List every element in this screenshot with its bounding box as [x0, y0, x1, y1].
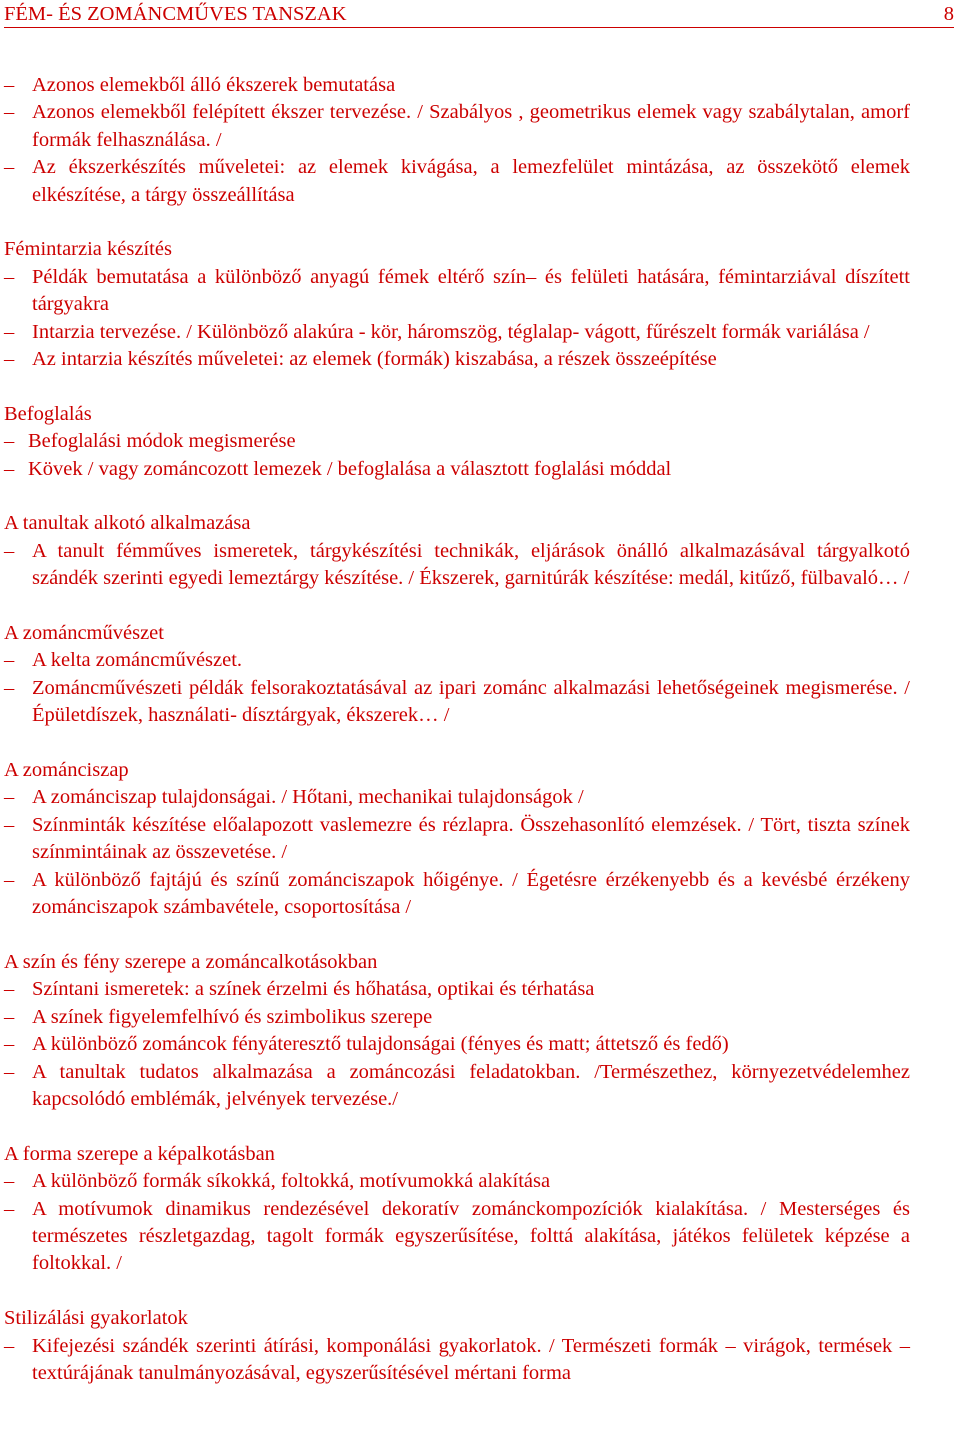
list-item-text: Példák bemutatása a különböző anyagú fémek eltérő szín– és felületi hatására, fémintarziával díszített tárgyakra	[32, 265, 910, 316]
section-femintarzia	[4, 236, 910, 373]
list-item-text: Azonos elemekből felépített ékszer tervezése. / Szabályos , geometrikus elemek vagy szabálytalan, amorf formák felhasználása. /	[32, 101, 910, 151]
dash-bullet: –	[4, 1033, 15, 1056]
dash-bullet: –	[4, 1170, 15, 1193]
list-item	[4, 264, 910, 319]
list-item-text: A tanult fémműves ismeretek, tárgykészítési technikák, eljárások önálló alkalmazásával tárgyalkotó szándék szerinti egyedi lemeztárgy készítése. / Ékszerek, garnitúrák készítése: medál, kitűző, fülbavaló… /	[32, 539, 910, 590]
section-alkoto-alkalmazas	[4, 510, 910, 592]
list-item-text: A különböző fajtájú és színű zománciszapok hőigénye. / Égetésre érzékenyebb és a kevésbé érzékeny zománciszapok számbavétele, csoportosítása /	[32, 868, 910, 919]
section-heading: A szín és fény szerepe a zománcalkotásokban	[4, 950, 378, 973]
list-item	[4, 1031, 910, 1058]
list-item	[4, 1196, 910, 1278]
list-item	[4, 319, 910, 346]
section-zomancmuveszet	[4, 620, 910, 730]
list-item	[4, 1168, 910, 1195]
list-item	[4, 154, 910, 209]
dash-bullet: –	[4, 74, 15, 96]
list-item-text: Azonos elemekből álló ékszerek bemutatása	[32, 74, 396, 96]
dash-bullet: –	[4, 1060, 15, 1083]
dash-bullet: –	[4, 457, 15, 480]
list-item	[4, 538, 910, 593]
section-heading: A zománcművészet	[4, 622, 164, 645]
list-item-text: Befoglalási módok megismerése	[28, 430, 296, 453]
list-item-text: Zománcművészeti példák felsorakoztatásával az ipari zománc alkalmazási lehetőségeinek megismerése. / Épületdíszek, használati- dísztárgyak, ékszerek… /	[32, 676, 910, 727]
dash-bullet: –	[4, 676, 15, 699]
document-body	[4, 72, 910, 1415]
list-item	[4, 867, 910, 922]
dash-bullet: –	[4, 539, 15, 562]
dash-bullet: –	[4, 101, 15, 124]
section-heading: A tanultak alkotó alkalmazása	[4, 512, 251, 535]
page-number: 8	[943, 3, 954, 25]
list-item-text: Színtani ismeretek: a színek érzelmi és hőhatása, optikai és térhatása	[32, 978, 595, 1001]
dash-bullet: –	[4, 156, 15, 179]
list-item	[4, 72, 910, 99]
section-heading: A zománciszap	[4, 759, 129, 782]
list-item	[4, 675, 910, 730]
list-item	[4, 99, 910, 154]
list-item-text: A különböző formák síkokká, foltokká, motívumokká alakítása	[32, 1170, 551, 1193]
dash-bullet: –	[4, 1197, 15, 1220]
dash-bullet: –	[4, 1334, 15, 1357]
section-heading: Stilizálási gyakorlatok	[4, 1307, 188, 1330]
dash-bullet: –	[4, 348, 15, 371]
list-item-text: A motívumok dinamikus rendezésével dekoratív zománckompozíciók kialakítása. / Mesterséges és természetes részletgazdag, tagolt formák egyszerűsítése, folttá alakítása, játékos felületek képzése a foltokkal. /	[32, 1197, 910, 1275]
dash-bullet: –	[4, 430, 15, 453]
section-zomanciszap	[4, 757, 910, 921]
list-item	[4, 784, 910, 811]
dash-bullet: –	[4, 320, 15, 343]
list-item-text: Színminták készítése előalapozott vaslemezre és rézlapra. Összehasonlító elemzések. / Tört, tiszta színek színmintáinak az összevetése. /	[32, 813, 910, 864]
section-befoglalas	[4, 401, 910, 483]
list-item	[4, 976, 910, 1003]
list-item-text: A kelta zománcművészet.	[32, 649, 243, 672]
dash-bullet: –	[4, 868, 15, 891]
section-stilizalasi-gyakorlatok	[4, 1305, 910, 1387]
list-item-text: Intarzia tervezése. / Különböző alakúra - kör, háromszög, téglalap- vágott, fűrészelt formák variálása /	[32, 320, 870, 343]
dash-bullet: –	[4, 649, 15, 672]
section-szin-es-feny	[4, 949, 910, 1113]
list-item-text: Az ékszerkészítés műveletei: az elemek kivágása, a lemezfelület mintázása, az összekötő elemek elkészítése, a tárgy összeállítása	[32, 156, 910, 206]
list-item	[4, 1059, 910, 1114]
section-forma-szerepe	[4, 1141, 910, 1278]
section-heading: Fémintarzia készítés	[4, 238, 172, 261]
dash-bullet: –	[4, 813, 15, 836]
list-item-text: A tanultak tudatos alkalmazása a zománcozási feladatokban. /Természethez, környezetvédelemhez kapcsolódó emblémák, jelvények tervezése./	[32, 1060, 910, 1110]
list-item-text: Az intarzia készítés műveletei: az elemek (formák) kiszabása, a részek összeépítése	[32, 348, 717, 371]
list-item	[4, 1004, 910, 1031]
dash-bullet: –	[4, 1005, 15, 1028]
page-header	[4, 0, 954, 28]
section-heading: Befoglalás	[4, 402, 92, 425]
list-item	[4, 1333, 910, 1388]
list-item-text: Kövek / vagy zománcozott lemezek / befoglalása a választott foglalási móddal	[28, 457, 672, 480]
list-item	[4, 428, 910, 455]
section-ekszerek	[4, 72, 910, 209]
header-title: FÉM- ÉS ZOMÁNCMŰVES TANSZAK	[4, 3, 347, 25]
list-item-text: A zománciszap tulajdonságai. / Hőtani, mechanikai tulajdonságok /	[32, 786, 584, 809]
section-heading: A forma szerepe a képalkotásban	[4, 1142, 275, 1165]
list-item	[4, 647, 910, 674]
list-item-text: Kifejezési szándék szerinti átírási, komponálási gyakorlatok. / Természeti formák – virágok, termések – textúrájának tanulmányozásával, egyszerűsítésével mértani forma	[32, 1334, 910, 1384]
list-item	[4, 346, 910, 373]
list-item-text: A színek figyelemfelhívó és szimbolikus szerepe	[32, 1005, 433, 1028]
dash-bullet: –	[4, 978, 15, 1001]
dash-bullet: –	[4, 786, 15, 809]
list-item	[4, 812, 910, 867]
list-item-text: A különböző zománcok fényáteresztő tulajdonságai (fényes és matt; áttetsző és fedő)	[32, 1033, 729, 1056]
dash-bullet: –	[4, 265, 15, 288]
list-item	[4, 456, 910, 483]
